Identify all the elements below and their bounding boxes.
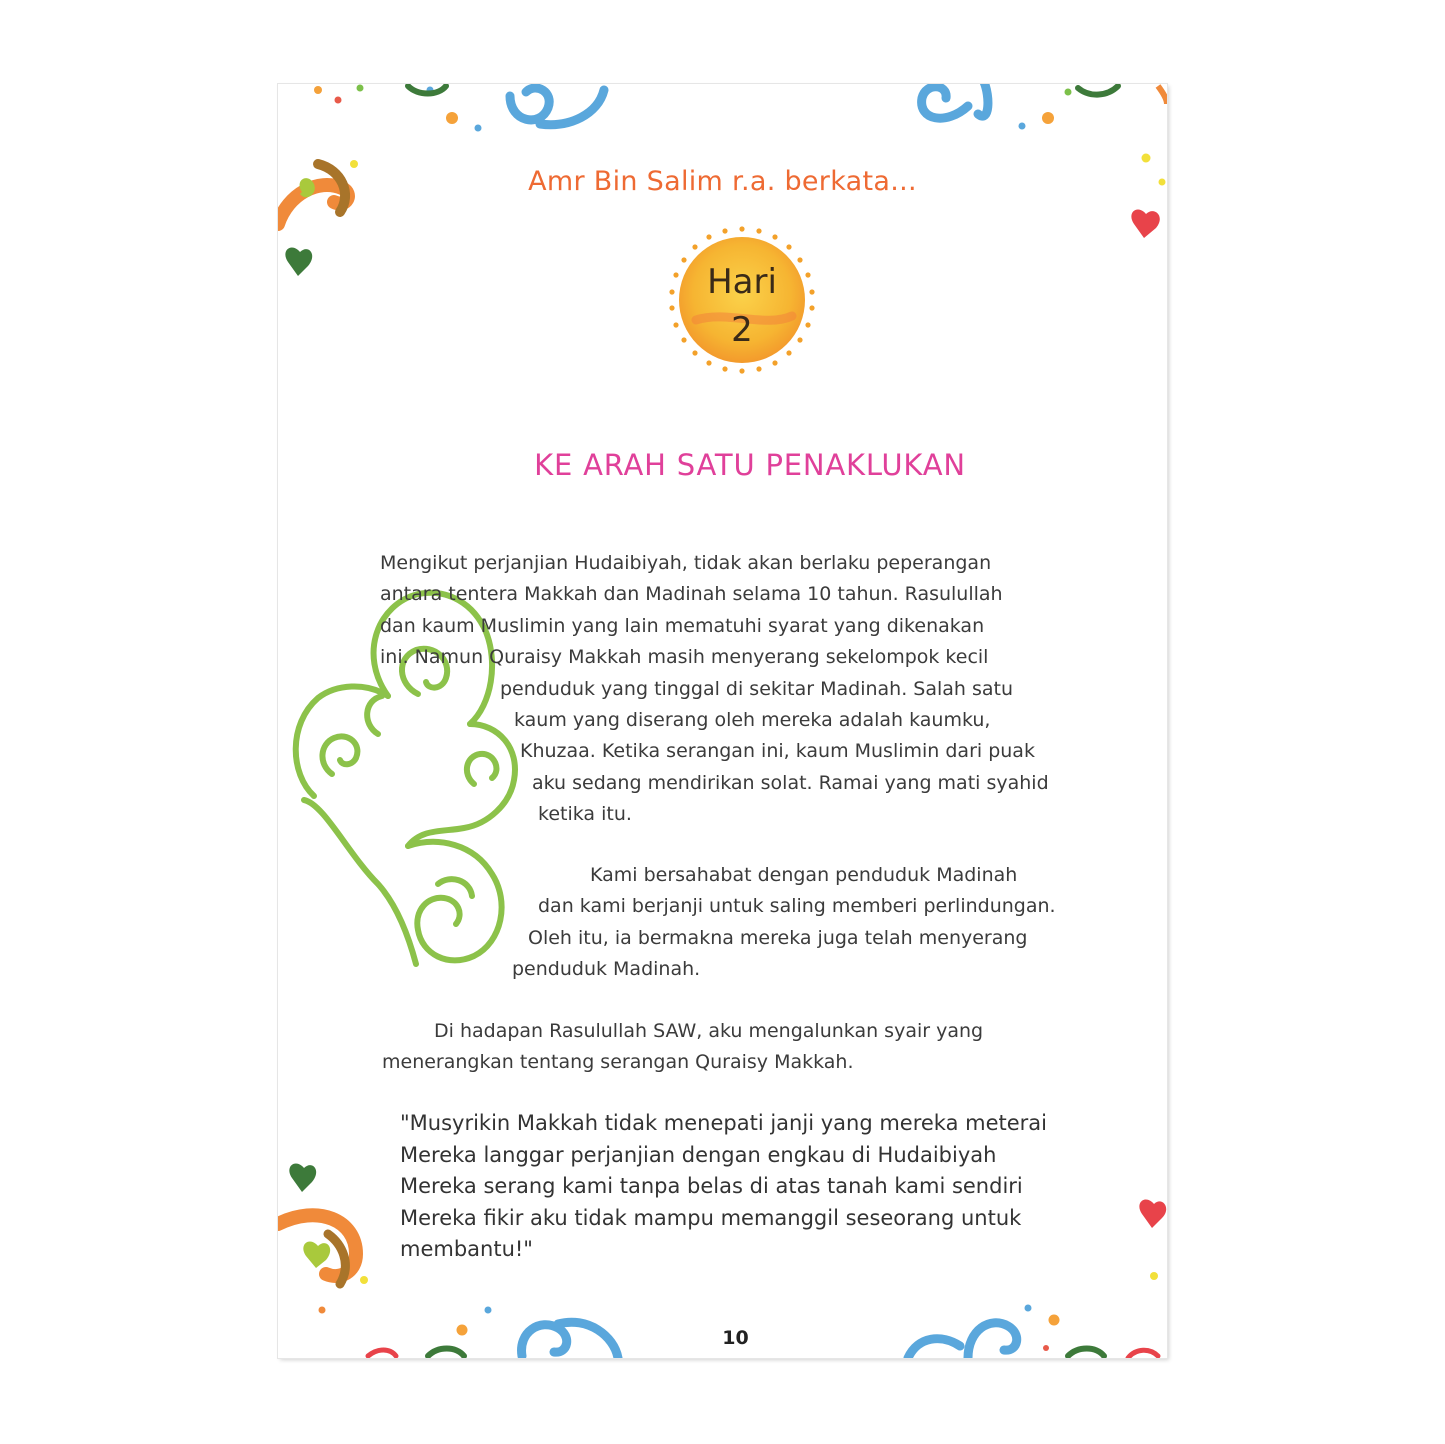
poem-line: Mereka langgar perjanjian dengan engkau di Hudaibiyah — [400, 1142, 997, 1167]
text-line: kaum yang diserang oleh mereka adalah kaumku, — [514, 709, 991, 732]
text-line: Di hadapan Rasulullah SAW, aku mengalunkan syair yang — [434, 1020, 984, 1042]
body-paragraph-1 — [380, 548, 1120, 831]
poem-quote — [400, 1108, 1118, 1266]
speaker-line: Amr Bin Salim r.a. berkata... — [528, 166, 917, 197]
body-paragraph-3 — [382, 1016, 1122, 1079]
day-badge — [666, 224, 818, 376]
page-number: 10 — [722, 1327, 749, 1349]
text-line: Kami bersahabat dengan penduduk Madinah — [590, 864, 1018, 886]
text-line: menerangkan tentang serangan Quraisy Makkah. — [382, 1051, 854, 1074]
text-line: penduduk Madinah. — [512, 958, 701, 981]
text-line: antara tentera Makkah dan Madinah selama 10 tahun. Rasulullah — [380, 583, 1003, 606]
text-line: aku sedang mendirikan solat. Ramai yang mati syahid — [532, 771, 1049, 794]
poem-line: membantu!" — [400, 1237, 533, 1261]
text-line: Mengikut perjanjian Hudaibiyah, tidak akan berlaku peperangan — [380, 552, 992, 574]
text-line: penduduk yang tinggal di sekitar Madinah. Salah satu — [500, 677, 1014, 700]
poem-line: "Musyrikin Makkah tidak menepati janji yang mereka meterai — [400, 1111, 1047, 1135]
poem-line: Mereka fikir aku tidak mampu memanggil seseorang untuk — [400, 1205, 1022, 1230]
chapter-title: KE ARAH SATU PENAKLUKAN — [534, 448, 966, 482]
text-line: Khuzaa. Ketika serangan ini, kaum Muslimin dari puak — [520, 740, 1035, 763]
day-number: 2 — [731, 310, 753, 350]
text-line: dan kami berjanji untuk saling memberi perlindungan. — [538, 895, 1056, 918]
day-label: Hari — [707, 262, 777, 302]
body-paragraph-2 — [380, 860, 1120, 986]
text-line: ketika itu. — [538, 803, 632, 826]
book-page — [278, 84, 1167, 1358]
text-line: Oleh itu, ia bermakna mereka juga telah menyerang — [528, 926, 1028, 949]
poem-line: Mereka serang kami tanpa belas di atas tanah kami sendiri — [400, 1174, 1023, 1198]
text-line: ini. Namun Quraisy Makkah masih menyerang sekelompok kecil — [380, 646, 989, 669]
text-line: dan kaum Muslimin yang lain mematuhi syarat yang dikenakan — [380, 614, 985, 637]
